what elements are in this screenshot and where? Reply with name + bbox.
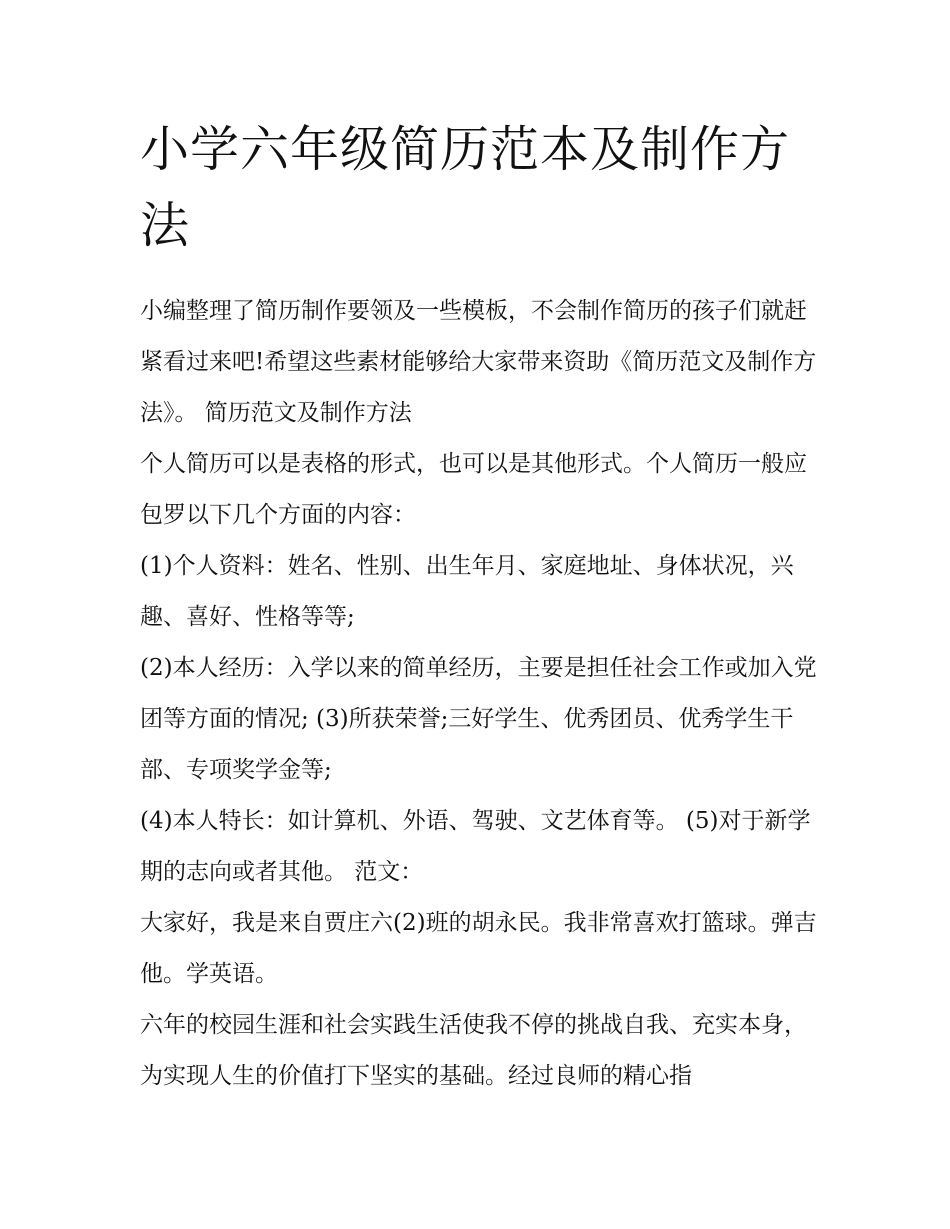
document-title: 小学六年级简历范本及制作方法 <box>140 121 791 254</box>
paragraph-personal-info: (1)个人资料：姓名、性别、出生年月、家庭地址、身体状况，兴趣、喜好、性格等等; <box>140 553 794 630</box>
paragraph-experience-honors: (2)本人经历：入学以来的简单经历，主要是担任社会工作或加入党团等方面的情况; (3)所获荣誉;三好学生、优秀团员、优秀学生干部、专项奖学金等; <box>140 655 817 783</box>
document-page <box>140 112 820 1102</box>
paragraph-intro: 小编整理了简历制作要领及一些模板，不会制作简历的孩子们就赶紧看过来吧!希望这些素材能够给大家带来资助《简历范文及制作方法》。 简历范文及制作方法 <box>140 298 817 426</box>
paragraph-resume-form: 个人简历可以是表格的形式，也可以是其他形式。个人简历一般应包罗以下几个方面的内容： <box>140 451 807 528</box>
paragraph-sample-greeting: 大家好，我是来自贾庄六(2)班的胡永民。我非常喜欢打篮球。弹吉他。学英语。 <box>140 910 817 987</box>
paragraph-sample-body: 六年的校园生涯和社会实践生活使我不停的挑战自我、充实本身，为实现人生的价值打下坚实的基础。经过良师的精心指 <box>140 1012 807 1089</box>
paragraph-specialties: (4)本人特长：如计算机、外语、驾驶、文艺体育等。 (5)对于新学期的志向或者其他。 范文： <box>140 808 811 885</box>
